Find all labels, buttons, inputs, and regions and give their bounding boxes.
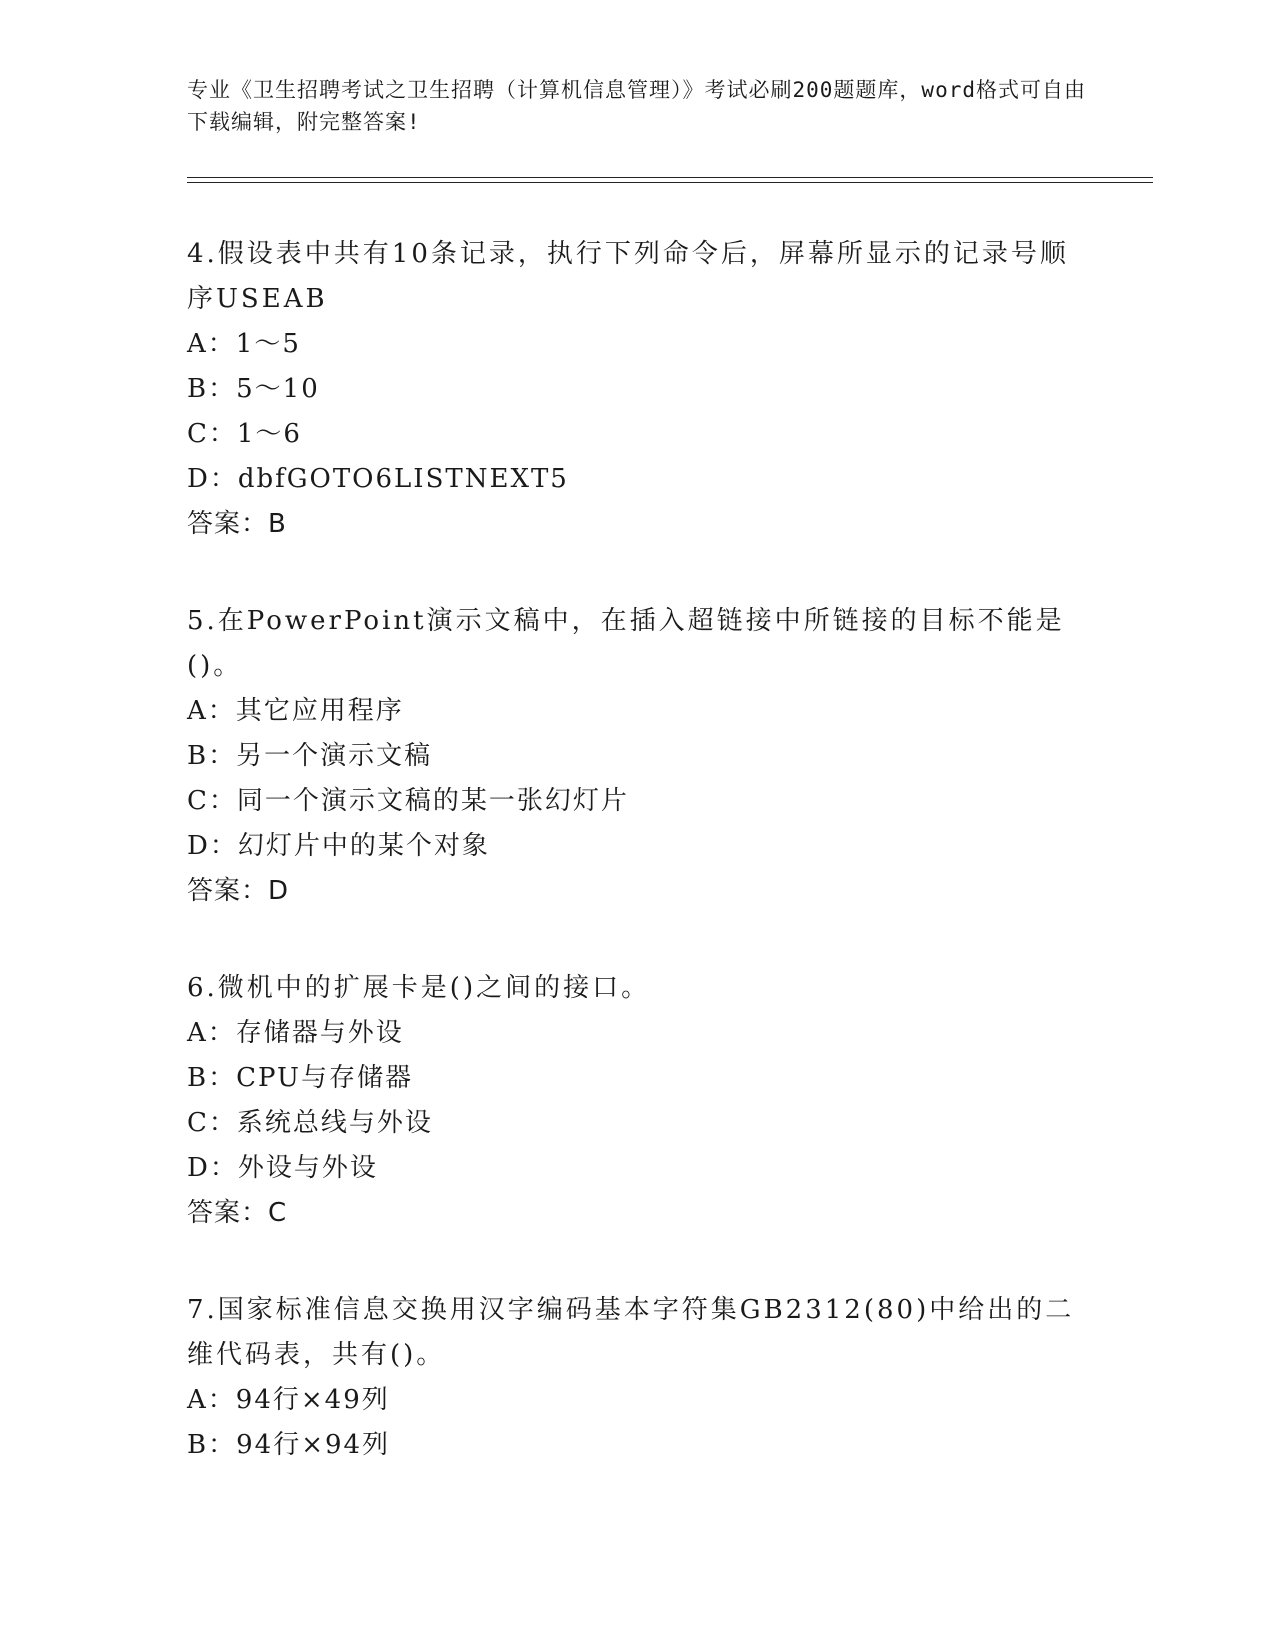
option-a: A：存储器与外设 bbox=[187, 1018, 404, 1048]
option-c: C：1～6 bbox=[187, 419, 302, 449]
answer: 答案：D bbox=[187, 876, 290, 906]
option-d: D：外设与外设 bbox=[187, 1153, 378, 1183]
option-c: C：同一个演示文稿的某一张幻灯片 bbox=[187, 786, 629, 816]
option-b: B：5～10 bbox=[187, 374, 320, 404]
option-b: B：CPU与存储器 bbox=[187, 1063, 413, 1093]
option-d: D：dbfGOTO6LISTNEXT5 bbox=[187, 464, 569, 494]
option-a: A：94行×49列 bbox=[187, 1385, 390, 1415]
header-divider-top bbox=[187, 177, 1153, 178]
answer: 答案：C bbox=[187, 1198, 288, 1228]
question-5 bbox=[187, 599, 1087, 914]
answer: 答案：B bbox=[187, 509, 287, 539]
document-header: 专业《卫生招聘考试之卫生招聘（计算机信息管理）》考试必刷200题题库，word格式可自由下载编辑，附完整答案! bbox=[187, 78, 1086, 134]
question-4 bbox=[187, 232, 1087, 547]
option-c: C：系统总线与外设 bbox=[187, 1108, 433, 1138]
question-stem: 6.微机中的扩展卡是()之间的接口。 bbox=[187, 973, 651, 1003]
question-list bbox=[187, 232, 1087, 1520]
option-a: A：1～5 bbox=[187, 329, 301, 359]
option-d: D：幻灯片中的某个对象 bbox=[187, 831, 490, 861]
header-divider-bottom bbox=[187, 182, 1153, 183]
question-6 bbox=[187, 966, 1087, 1236]
option-a: A：其它应用程序 bbox=[187, 696, 404, 726]
question-stem: 4.假设表中共有10条记录，执行下列命令后，屏幕所显示的记录号顺序USEAB bbox=[187, 239, 1069, 314]
question-stem: 7.国家标准信息交换用汉字编码基本字符集GB2312(80)中给出的二维代码表，共有()。 bbox=[187, 1295, 1075, 1370]
question-7 bbox=[187, 1288, 1087, 1468]
option-b: B：另一个演示文稿 bbox=[187, 741, 433, 771]
question-stem: 5.在PowerPoint演示文稿中，在插入超链接中所链接的目标不能是()。 bbox=[187, 606, 1065, 681]
option-b: B：94行×94列 bbox=[187, 1430, 391, 1460]
